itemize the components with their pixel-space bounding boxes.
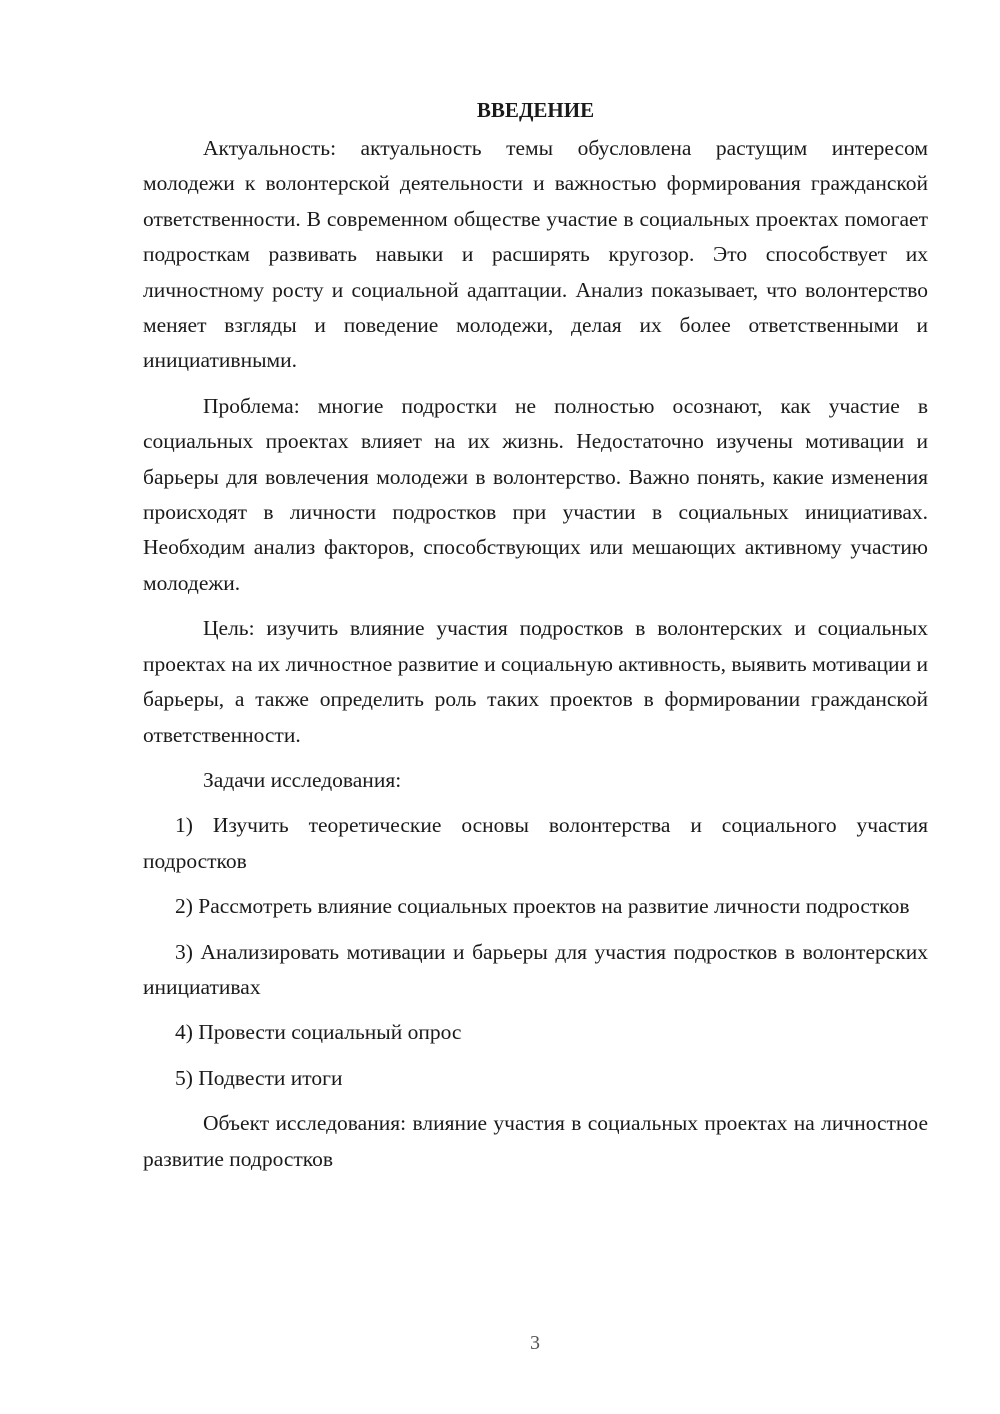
page-number: 3: [530, 1332, 540, 1354]
object-paragraph: Объект исследования: влияние участия в социальных проектах на личностное развитие подростков: [143, 1111, 928, 1171]
task-item: 5) Подвести итоги: [175, 1065, 343, 1090]
task-item: 2) Рассмотреть влияние социальных проектов на развитие личности подростков: [175, 894, 910, 919]
task-item: 3) Анализировать мотивации и барьеры для участия подростков в волонтерских инициативах: [143, 939, 928, 999]
task-item: 1) Изучить теоретические основы волонтерства и социального участия подростков: [143, 813, 928, 873]
task-item: 4) Провести социальный опрос: [175, 1020, 462, 1045]
problem-paragraph: Проблема: многие подростки не полностью осознают, как участие в социальных проектах влияет на их жизнь. Недостаточно изучены мотивации и барьеры для вовлечения молодежи в волонтерство. Важно понять, какие изменения происходят в личности подростков при участии в социальных инициативах. Необходим анализ факторов, способствующих или мешающих активному участию молодежи.: [143, 393, 928, 595]
relevance-paragraph: Актуальность: актуальность темы обусловлена растущим интересом молодежи к волонтерской деятельности и важностью формирования гражданской ответственности. В современном обществе участие в социальных проектах помогает подросткам развивать навыки и расширять кругозор. Это способствует их личностному росту и социальной адаптации. Анализ показывает, что волонтерство меняет взгляды и поведение молодежи, делая их более ответственными и инициативными.: [143, 136, 928, 373]
goal-paragraph: Цель: изучить влияние участия подростков в волонтерских и социальных проектах на их личностное развитие и социальную активность, выявить мотивации и барьеры, а также определить роль таких проектов в формировании гражданской ответственности.: [143, 616, 928, 747]
document-page: [143, 95, 928, 1187]
section-heading: ВВЕДЕНИЕ: [476, 98, 595, 122]
tasks-title: Задачи исследования:: [203, 767, 402, 792]
